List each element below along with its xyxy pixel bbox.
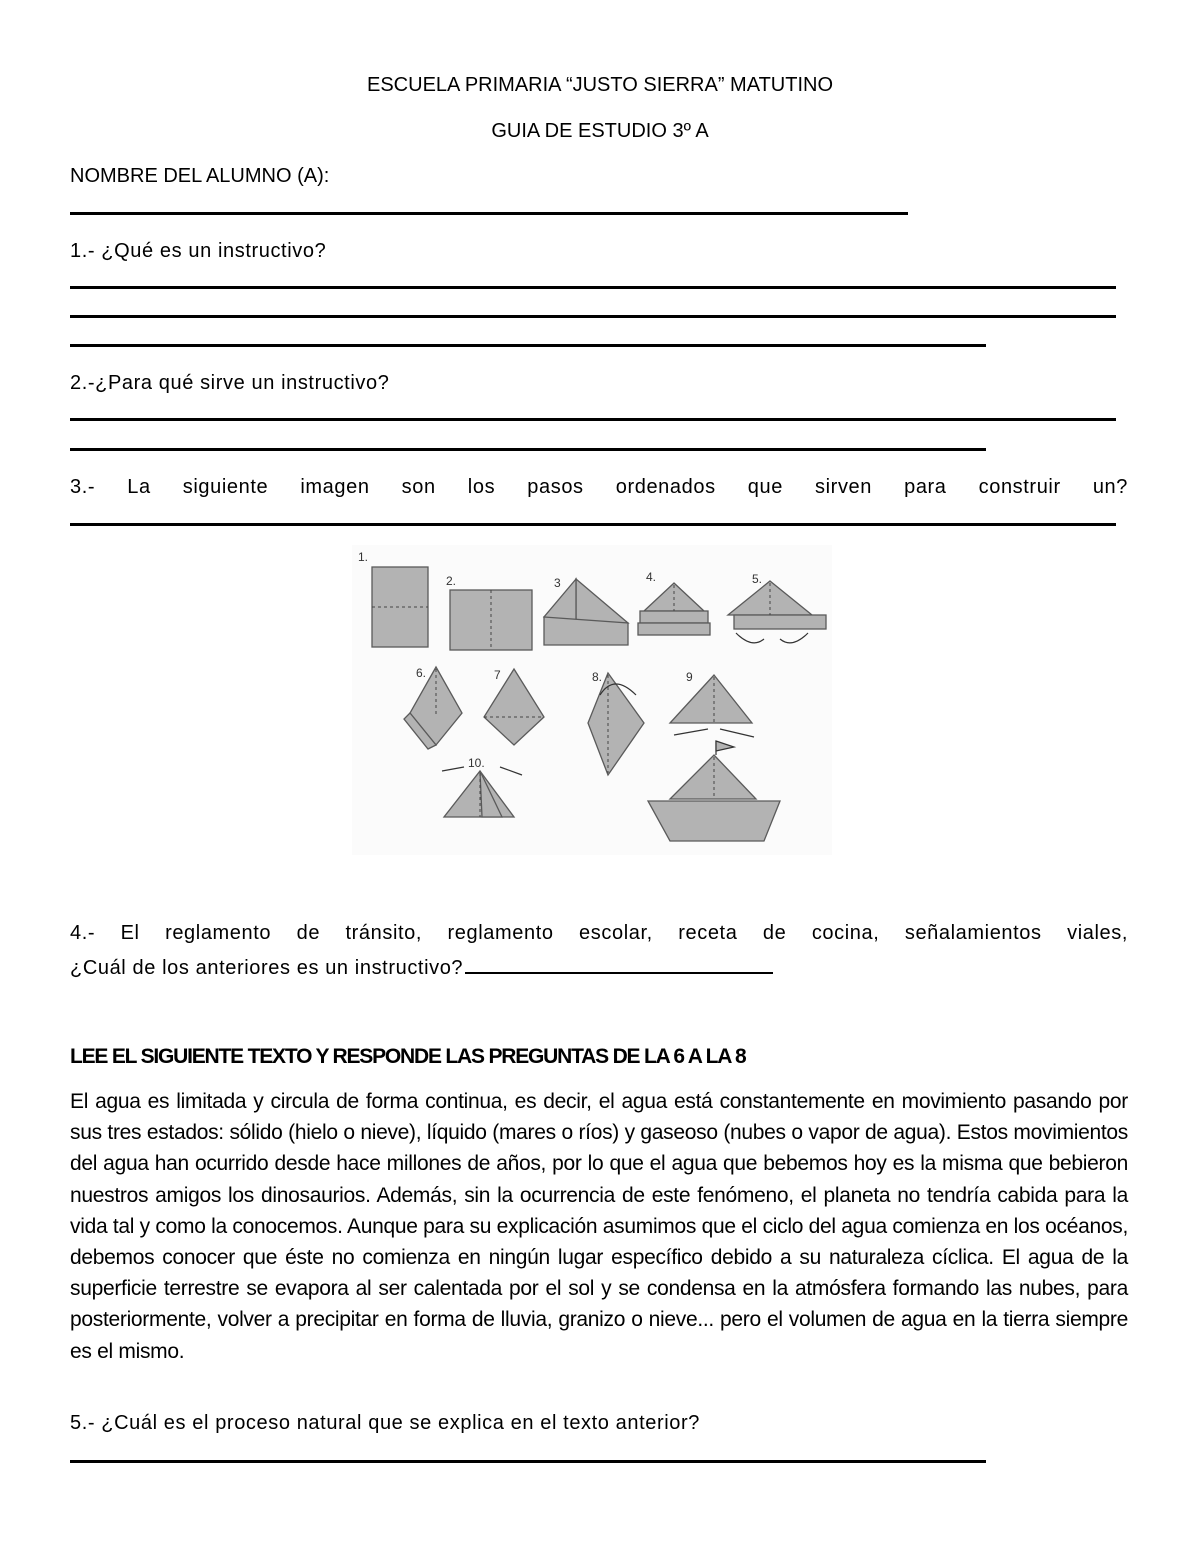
reading-paragraph: El agua es limitada y circula de forma continua, es decir, el agua está constantemente en movimiento pasando por sus tres estados: sólido (hielo o nieve), líquido (mares o ríos) y gaseoso (nubes o vapor de agua). Estos movimientos del agua han ocurrido desde hace millones de años, por lo que el agua que bebemos hoy es la misma que bebieron nuestros amigos los dinosaurios. Además, sin la ocurrencia de este fenómeno, el planeta no tendría cabida para la vida tal y como la conocemos. Aunque para su explicación asumimos que el ciclo del agua comienza en los océanos, debemos conocer que éste no comienza en ningún lugar específico debido a su naturaleza cíclica. El agua de la superficie terrestre se evapora al ser calentada por el sol y se condensa en la atmósfera formando las nubes, para posteriormente, volver a precipitar en forma de lluvia, granizo o nieve... pero el volumen de agua en la tierra siempre es el mismo.: [70, 1090, 1128, 1363]
step-label-1: 1.: [358, 550, 369, 564]
question-4-line-1: 4.- El reglamento de tránsito, reglamento escolar, receta de cocina, señalamientos viales,: [70, 922, 1128, 944]
reading-heading: LEE EL SIGUIENTE TEXTO Y RESPONDE LAS PREGUNTAS DE LA 6 A LA 8: [70, 1045, 746, 1068]
answer-line-5[interactable]: [70, 1460, 986, 1463]
answer-line-1b[interactable]: [70, 315, 1116, 318]
student-name-label: NOMBRE DEL ALUMNO (A):: [70, 165, 330, 187]
step-label-7: 7: [494, 668, 501, 682]
step-label-9: 9: [686, 670, 693, 684]
answer-line-2b[interactable]: [70, 448, 986, 451]
question-2: 2.-¿Para qué sirve un instructivo?: [70, 372, 390, 394]
guide-title: GUIA DE ESTUDIO 3º A: [491, 120, 709, 142]
step-label-8: 8.: [592, 670, 603, 684]
question-4-text: ¿Cuál de los anteriores es un instructivo?: [70, 957, 464, 979]
step-label-3: 3: [554, 576, 561, 590]
student-name-line[interactable]: [70, 212, 908, 215]
answer-blank-4[interactable]: [465, 954, 773, 974]
question-3: 3.- La siguiente imagen son los pasos ordenados que sirven para construir un?: [70, 476, 1128, 498]
answer-line-1a[interactable]: [70, 286, 1116, 289]
question-1: 1.- ¿Qué es un instructivo?: [70, 240, 327, 262]
origami-boat-steps-image: [352, 545, 832, 855]
answer-line-1c[interactable]: [70, 344, 986, 347]
question-5: 5.- ¿Cuál es el proceso natural que se explica en el texto anterior?: [70, 1412, 701, 1434]
answer-line-3[interactable]: [70, 523, 1116, 526]
step-label-2: 2.: [446, 574, 457, 588]
question-4-line-2: [70, 954, 773, 980]
step-label-10: 10.: [468, 756, 485, 770]
answer-line-2a[interactable]: [70, 418, 1116, 421]
step-label-4: 4.: [646, 570, 657, 584]
step-label-5: 5.: [752, 572, 763, 586]
school-title: ESCUELA PRIMARIA “JUSTO SIERRA” MATUTINO: [367, 74, 833, 96]
step-label-6: 6.: [416, 666, 427, 680]
